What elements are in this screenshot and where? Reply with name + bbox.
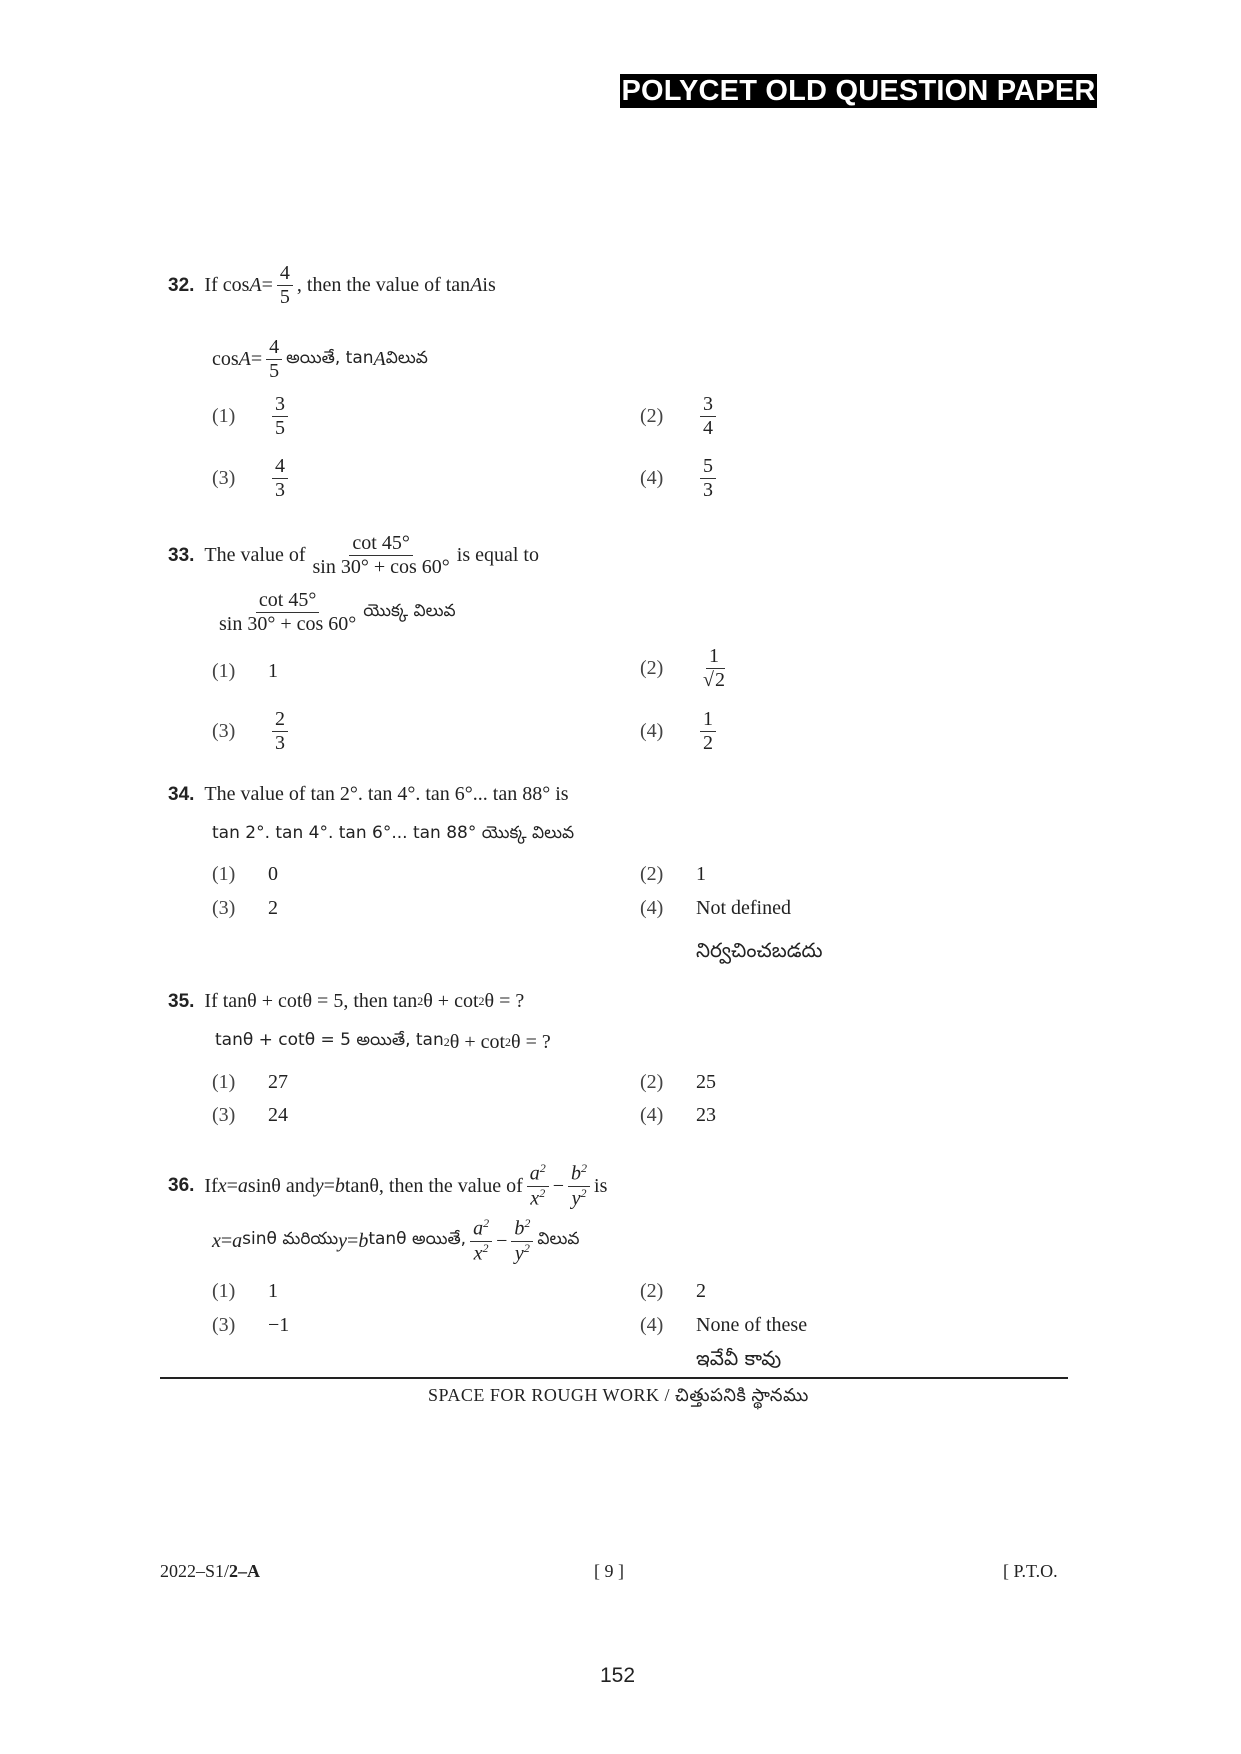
option-36-2 [640, 1280, 706, 1303]
text: = [261, 274, 273, 296]
text: 2–A [229, 1561, 261, 1581]
denominator: 3 [275, 479, 285, 501]
text: If cos [204, 274, 250, 296]
text: sinθ and [247, 1174, 315, 1197]
option-value: None of these [696, 1314, 808, 1336]
option-35-2 [640, 1071, 716, 1094]
minus-sign: − [496, 1229, 508, 1252]
numerator: 4 [277, 262, 293, 286]
fraction [700, 645, 728, 692]
superscript: 2 [417, 994, 424, 1008]
option-label: (1) [212, 863, 236, 885]
text: = [347, 1229, 359, 1252]
rough-work-label: SPACE FOR ROUGH WORK / చిత్తుపనికి స్థానము [428, 1385, 809, 1405]
denominator: √2 [703, 669, 725, 691]
option-label: (3) [212, 467, 236, 489]
option-label: (3) [212, 897, 236, 919]
text: యొక్క విలువ [363, 600, 456, 621]
option-value: 1 [268, 1280, 278, 1302]
option-label: (4) [640, 720, 664, 742]
option-value: 2 [696, 1280, 706, 1302]
option-35-1 [212, 1071, 288, 1094]
question-number: 35. [168, 990, 195, 1012]
text: θ = ? [484, 990, 525, 1012]
question-number: 32. [168, 274, 195, 296]
option-36-4-telugu: ఇవేవీ కావు [696, 1346, 782, 1370]
question-36-english [168, 1162, 607, 1210]
question-35-telugu [215, 1030, 551, 1054]
denominator: 5 [279, 286, 290, 308]
option-32-4 [640, 455, 720, 502]
text: If tanθ + cotθ = 5, then tan [204, 990, 418, 1012]
option-36-1 [212, 1280, 278, 1303]
question-34-telugu [212, 823, 574, 847]
option-value: 2 [268, 897, 278, 919]
text: The value of tan 2°. tan 4°. tan 6°... tan 88° is [204, 783, 569, 805]
numerator: 1 [706, 645, 722, 669]
superscript: 2 [478, 994, 485, 1008]
text: If [204, 1174, 218, 1197]
fraction [272, 708, 288, 755]
text: tan 2°. tan 4°. tan 6°... tan 88° యొక్క విలువ [212, 823, 575, 843]
option-32-1 [212, 393, 292, 440]
numerator: b [571, 1162, 582, 1185]
option-label: (4) [640, 1314, 664, 1336]
superscript: 2 [524, 1216, 531, 1230]
numerator: a [473, 1217, 484, 1240]
option-value: 0 [268, 863, 278, 885]
question-32-telugu [212, 336, 428, 383]
var: y [314, 1174, 324, 1197]
option-33-2 [640, 645, 732, 692]
text: = [323, 1174, 335, 1197]
question-number: 33. [168, 544, 195, 566]
option-35-3 [212, 1104, 288, 1127]
option-value: Not defined [696, 897, 791, 919]
option-33-4 [640, 708, 720, 755]
text: θ + cot [423, 990, 479, 1012]
option-value: 24 [268, 1104, 288, 1126]
text: విలువ [385, 347, 428, 368]
fraction [700, 393, 716, 440]
denominator: 3 [275, 732, 285, 754]
text: tanθ అయితే, [368, 1229, 467, 1250]
text: is equal to [456, 544, 539, 566]
superscript: 2 [505, 1034, 512, 1049]
option-label: (1) [212, 1071, 236, 1093]
text: θ = ? [511, 1030, 551, 1053]
numerator: 3 [272, 393, 288, 417]
text: cos [212, 348, 239, 370]
fraction [527, 1162, 549, 1210]
fraction [216, 589, 359, 636]
option-label: (4) [640, 467, 664, 489]
superscript: 2 [581, 1161, 588, 1175]
question-32-english [168, 262, 496, 309]
numerator: 3 [700, 393, 716, 417]
text: విలువ [537, 1229, 580, 1250]
denominator: 5 [275, 417, 285, 439]
text: = [220, 1229, 233, 1252]
var: A [249, 274, 262, 296]
option-33-1 [212, 660, 278, 683]
option-label: (3) [212, 1104, 236, 1126]
page-number: 152 [600, 1664, 636, 1687]
superscript: 2 [539, 1161, 546, 1175]
option-value: 1 [696, 863, 706, 885]
var: a [237, 1174, 248, 1197]
denominator: 4 [703, 417, 713, 439]
option-label: (2) [640, 863, 664, 885]
header-banner: POLYCET OLD QUESTION PAPER [621, 75, 1096, 107]
var: b [358, 1229, 369, 1252]
text: = [226, 1174, 238, 1197]
page-bracket: [ 9 ] [594, 1561, 624, 1581]
option-34-2 [640, 863, 706, 886]
var: A [373, 348, 386, 370]
var: A [238, 348, 251, 370]
denominator: y [514, 1242, 524, 1265]
fraction [266, 336, 282, 383]
option-label: (4) [640, 1104, 664, 1126]
denominator: x [530, 1187, 540, 1210]
denominator: x [473, 1242, 483, 1265]
option-label: (2) [640, 657, 664, 679]
fraction [272, 393, 288, 440]
question-36-telugu [212, 1217, 579, 1265]
fraction [470, 1217, 492, 1265]
option-label: (2) [640, 1280, 664, 1302]
denominator: sin 30° + cos 60° [312, 556, 450, 578]
fraction [272, 455, 288, 502]
option-33-3 [212, 708, 292, 755]
var: y [338, 1229, 348, 1252]
option-35-4 [640, 1104, 716, 1127]
var: x [217, 1174, 227, 1197]
question-33-telugu [212, 589, 456, 636]
var: b [334, 1174, 345, 1197]
numerator: 5 [700, 455, 716, 479]
denominator: 3 [703, 479, 713, 501]
text: θ + cot [449, 1030, 506, 1053]
option-label: (2) [640, 405, 664, 427]
numerator: 1 [700, 708, 716, 732]
numerator: cot 45° [349, 532, 412, 556]
paper-code [160, 1561, 260, 1582]
superscript: 2 [483, 1216, 490, 1230]
option-value: 1 [268, 660, 278, 682]
var: A [470, 274, 483, 296]
denominator: y [571, 1187, 581, 1210]
question-35-english [168, 990, 524, 1013]
var: a [232, 1229, 243, 1252]
numerator: 2 [272, 708, 288, 732]
question-number: 34. [168, 783, 195, 805]
denominator: sin 30° + cos 60° [219, 613, 357, 635]
text: sinθ మరియు [242, 1229, 339, 1250]
text: , then the value of tan [296, 274, 471, 296]
option-label: (4) [640, 897, 664, 919]
text: 2022–S1/ [160, 1561, 230, 1581]
superscript: 2 [539, 1185, 546, 1200]
option-36-3 [212, 1314, 289, 1337]
text: is [594, 1174, 608, 1197]
fraction [277, 262, 293, 309]
pto-label: [ P.T.O. [1003, 1561, 1058, 1581]
option-32-3 [212, 455, 292, 502]
option-label: (2) [640, 1071, 664, 1093]
text: tanθ, then the value of [344, 1174, 523, 1197]
numerator: 4 [266, 336, 282, 360]
option-36-4 [640, 1314, 807, 1337]
fraction [700, 455, 716, 502]
fraction [511, 1217, 533, 1265]
minus-sign: − [552, 1174, 565, 1197]
option-value: 23 [696, 1104, 716, 1126]
superscript: 2 [580, 1185, 587, 1200]
fraction [568, 1162, 590, 1210]
option-value: −1 [268, 1314, 290, 1336]
numerator: b [514, 1217, 525, 1240]
option-label: (3) [212, 720, 236, 742]
option-34-4-telugu: నిర్వచించబడదు [696, 938, 823, 962]
text: tanθ + cotθ = 5 అయితే, tan [215, 1030, 444, 1050]
divider [160, 1377, 1068, 1379]
question-33-english [168, 532, 539, 579]
superscript: 2 [482, 1240, 489, 1255]
radicand: 2 [714, 669, 725, 691]
text: The value of [204, 544, 306, 566]
option-label: (1) [212, 405, 236, 427]
numerator: cot 45° [256, 589, 319, 613]
numerator: a [529, 1162, 540, 1185]
fraction [700, 708, 716, 755]
option-value: 27 [268, 1071, 288, 1093]
var: x [212, 1229, 221, 1252]
option-label: (1) [212, 660, 236, 682]
text: అయితే, tan [286, 347, 374, 368]
text: is [482, 274, 496, 296]
option-34-4 [640, 897, 791, 920]
superscript: 2 [443, 1034, 450, 1049]
superscript: 2 [523, 1240, 530, 1255]
question-number: 36. [168, 1175, 195, 1197]
question-34-english [168, 783, 569, 806]
option-32-2 [640, 393, 720, 440]
denominator: 5 [269, 360, 280, 382]
option-label: (1) [212, 1280, 236, 1302]
option-value: 25 [696, 1071, 716, 1093]
numerator: 4 [272, 455, 288, 479]
denominator: 2 [703, 732, 713, 754]
text: = [250, 348, 263, 370]
fraction [310, 532, 453, 579]
option-34-3 [212, 897, 278, 920]
option-label: (3) [212, 1314, 236, 1336]
option-34-1 [212, 863, 278, 886]
